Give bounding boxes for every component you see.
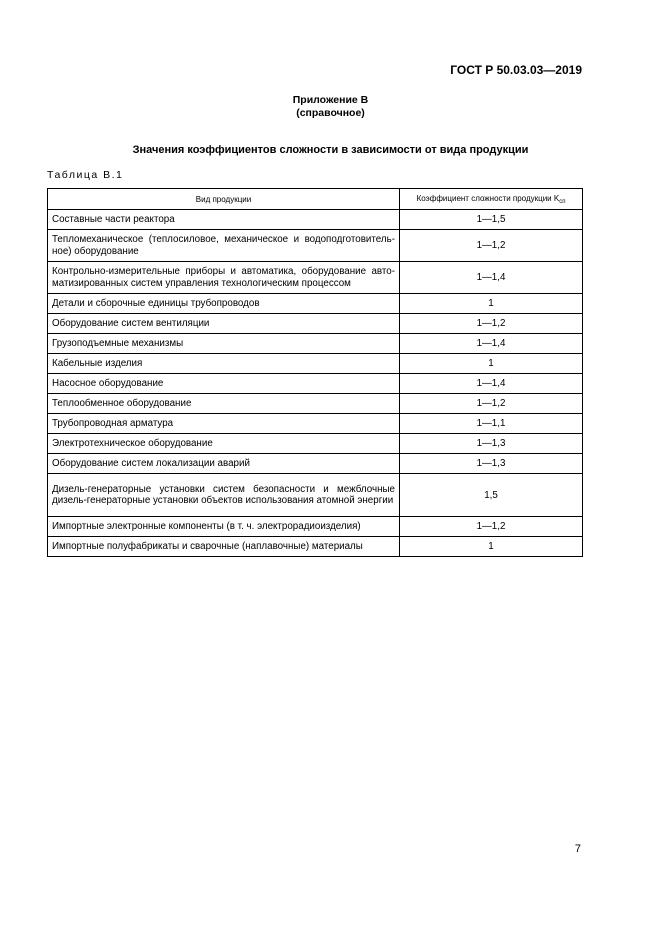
product-name-cell: Насосное оборудование	[48, 374, 400, 394]
appendix-heading	[0, 94, 661, 120]
appendix-subtitle: (справочное)	[296, 107, 365, 119]
column-header-product-type: Вид продукции	[48, 189, 400, 210]
table-row	[48, 517, 583, 537]
coefficient-cell: 1—1,2	[400, 394, 583, 414]
product-name-cell: Электротехническое оборудование	[48, 434, 400, 454]
coefficient-cell: 1	[400, 294, 583, 314]
appendix-title: Приложение В	[292, 94, 369, 106]
table-row	[48, 334, 583, 354]
coefficient-cell: 1—1,2	[400, 314, 583, 334]
coefficient-cell: 1—1,4	[400, 334, 583, 354]
product-name-cell: Трубопроводная арматура	[48, 414, 400, 434]
coefficient-cell: 1—1,4	[400, 374, 583, 394]
table-row	[48, 262, 583, 294]
document-number: ГОСТ Р 50.03.03—2019	[450, 63, 582, 77]
product-name-cell: Импортные полуфабрикаты и сварочные (наплавочные) материалы	[48, 537, 400, 557]
coefficient-cell: 1—1,3	[400, 454, 583, 474]
coefficient-cell: 1	[400, 354, 583, 374]
table-row	[48, 294, 583, 314]
product-name-cell: Оборудование систем локализации аварий	[48, 454, 400, 474]
table-row	[48, 454, 583, 474]
product-name-cell: Теплообменное оборудование	[48, 394, 400, 414]
table-row	[48, 210, 583, 230]
product-name-cell: Грузоподъемные механизмы	[48, 334, 400, 354]
table-row	[48, 414, 583, 434]
table-row	[48, 434, 583, 454]
table-header-row	[48, 189, 583, 210]
table-row	[48, 374, 583, 394]
table-row	[48, 314, 583, 334]
coefficient-cell: 1—1,2	[400, 517, 583, 537]
page-number: 7	[574, 843, 581, 855]
table-row	[48, 474, 583, 517]
coefficient-cell: 1,5	[400, 474, 583, 517]
product-name-cell: Импортные электронные компоненты (в т. ч. электрорадиоизделия)	[48, 517, 400, 537]
table-row	[48, 230, 583, 262]
product-name-cell: Составные части реактора	[48, 210, 400, 230]
product-name-cell: Кабельные изделия	[48, 354, 400, 374]
product-name-cell: Оборудование систем вентиляции	[48, 314, 400, 334]
coefficient-cell: 1—1,2	[400, 230, 583, 262]
coefficient-cell: 1	[400, 537, 583, 557]
coefficient-cell: 1—1,3	[400, 434, 583, 454]
table-row	[48, 354, 583, 374]
coefficient-cell: 1—1,5	[400, 210, 583, 230]
table-row	[48, 394, 583, 414]
product-name-cell: Контрольно-измерительные приборы и автоматика, оборудование авто-матизированных систем управления технологическим процессом	[48, 262, 400, 294]
column-header-coefficient-text: Коэффициент сложности продукции K	[416, 193, 560, 203]
product-name-cell: Дизель-генераторные установки систем безопасности и межблочные дизель-генераторные установки объектов использования атомной энергии	[48, 474, 400, 517]
table-caption: Таблица В.1	[47, 169, 124, 181]
column-header-coefficient	[400, 189, 583, 210]
column-header-coefficient-subscript: сп	[559, 198, 566, 205]
complexity-coefficients-table	[47, 188, 583, 557]
coefficient-cell: 1—1,1	[400, 414, 583, 434]
product-name-cell: Детали и сборочные единицы трубопроводов	[48, 294, 400, 314]
coefficient-cell: 1—1,4	[400, 262, 583, 294]
product-name-cell: Тепломеханическое (теплосиловое, механическое и водоподготовитель-ное) оборудование	[48, 230, 400, 262]
table-row	[48, 537, 583, 557]
section-title: Значения коэффициентов сложности в зависимости от вида продукции	[132, 144, 529, 156]
